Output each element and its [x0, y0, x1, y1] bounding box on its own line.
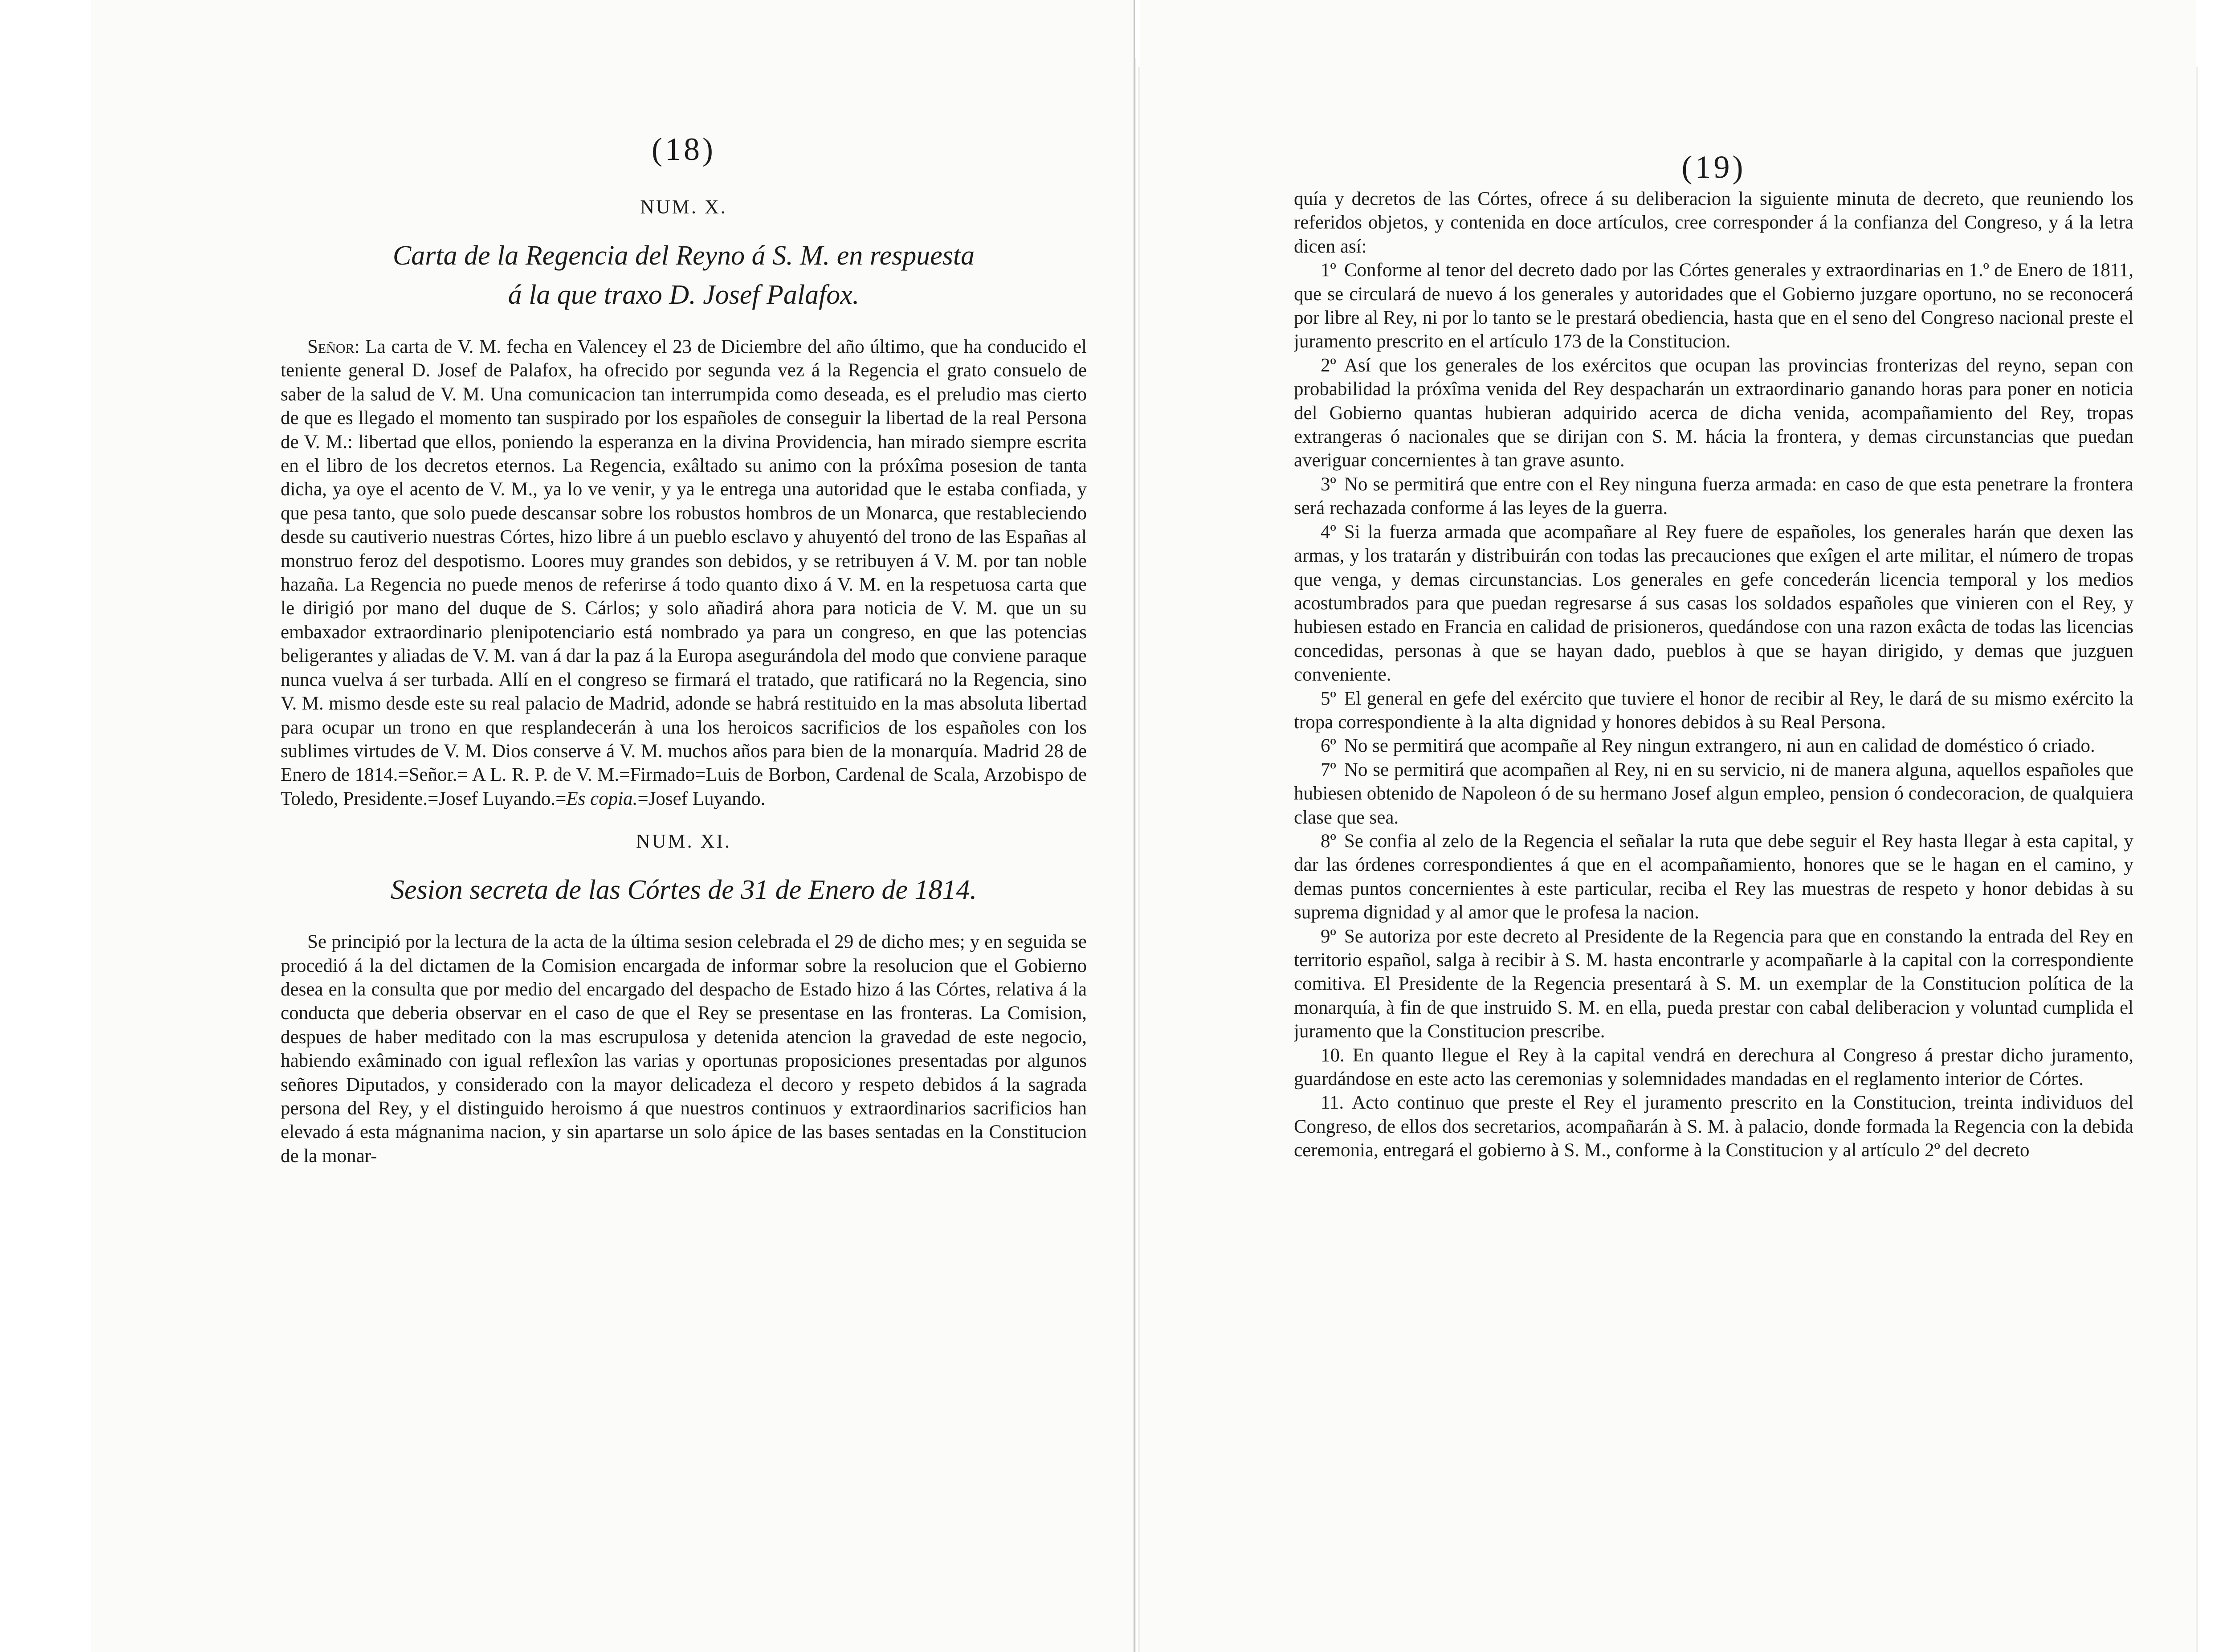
page-number-right: (19): [1681, 149, 1746, 185]
article-number: 11.: [1321, 1092, 1344, 1114]
decree-article: [1294, 354, 2133, 473]
article-text: Se confia al zelo de la Regencia el señalar la ruta que debe seguir el Rey hasta llegar à esta capital, y dar las órdenes correspondientes á que en el acompañamiento, honores que se le hagan en el camino, y demas puntos concernientes à este particular, reciba el Rey las muestras de respeto y honor debidas à su suprema dignidad y al amor que le profesa la nacion.: [1294, 830, 2133, 923]
article-text: No se permitirá que entre con el Rey ninguna fuerza armada: en caso de que esta penetrare la frontera será rechazada conforme á las leyes de la guerra.: [1294, 473, 2133, 519]
section-heading-num-xi: NUM. XI.: [636, 830, 732, 853]
article-number: 9º: [1321, 926, 1336, 947]
article-number: 10.: [1321, 1044, 1345, 1066]
decree-article: [1294, 473, 2133, 520]
article-text: Acto continuo que preste el Rey el juramento prescrito en la Constitucion, treinta individuos del Congreso, de ellos dos secretarios, acompañarán à S. M. à palacio, donde formada la Regencia con la debida ceremonia, entregará el gobierno à S. M., conforme à la Constitucion y al artículo 2º del decreto: [1294, 1092, 2133, 1161]
article-number: 6º: [1321, 735, 1336, 757]
salutation: Señor:: [307, 336, 360, 357]
decree-article: [1294, 1091, 2133, 1162]
decree-article: [1294, 1044, 2133, 1091]
letter-title: [281, 236, 1087, 314]
article-text: No se permitirá que acompañe al Rey ningun extrangero, ni aun en calidad de doméstico ó criado.: [1344, 735, 2095, 757]
decree-article: [1294, 758, 2133, 829]
decree-intro: quía y decretos de las Córtes, ofrece á su deliberacion la siguiente minuta de decreto, que reuniendo los referidos objetos, y contenida en doce artículos, cree corresponder á la confianza del Congreso, y á la letra dicen así:: [1294, 188, 2133, 257]
article-text: No se permitirá que acompañen al Rey, ni en su servicio, ni de manera alguna, aquellos españoles que hubiesen obtenido de Napoleon ó de su hermano Josef algun empleo, pension ó condecoracion, de qualquiera clase que sea.: [1294, 759, 2133, 828]
decree-article: [1294, 925, 2133, 1044]
article-text: Si la fuerza armada que acompañare al Rey fuere de españoles, los generales harán que dexen las armas, y los tratarán y distribuirán con todas las precauciones que exîgen el arte militar, el número de tropas que venga, y demas circunstancias. Los generales en gefe concederán licencia temporal y los medios acostumbrados para que puedan regresarse á sus casas los soldados españoles que vinieren con el Rey, y hubiesen estado en Francia en calidad de prisioneros, quedándose con una razon exâcta de todas las licencias concedidas, personas à que se hayan dado, pueblos à que se hayan dirigido, y demas que juzguen conveniente.: [1294, 521, 2133, 685]
left-page: [91, 0, 1135, 1652]
decree-article: [1294, 829, 2133, 925]
letter-title-line-1: Carta de la Regencia del Reyno á S. M. en respuesta: [392, 241, 975, 271]
article-number: 8º: [1321, 830, 1336, 852]
letter-text: La carta de V. M. fecha en Valencey el 23 de Diciembre del año último, que ha conducido el teniente general D. Josef de Palafox, ha ofrecido por segunda vez á la Regencia el grato consuelo de saber de la salud de V. M. Una comunicacion tan interrumpida como deseada, es el preludio mas cierto de que es llegado el momento tan suspirado por los españoles de conseguir la libertad de la real Persona de V. M.: libertad que ellos, poniendo la esperanza en la divina Providencia, han mirado siempre escrita en el libro de los decretos eternos. La Regencia, exâltado su animo con la próxîma posesion de tanta dicha, ya oye el acento de V. M., ya lo ve venir, y ya le entrega una autoridad que le estaba confiada, y que pesa tanto, que solo puede descansar sobre los robustos hombros de un Monarca, que restableciendo desde su cautiverio nuestras Córtes, hizo libre á un pueblo esclavo y ahuyentó del trono de las Españas al monstruo feroz del despotismo. Loores muy grandes son debidos, y se retribuyen á V. M. por tan noble hazaña. La Regencia no puede menos de referirse á todo quanto dixo á V. M. en la respetuosa carta que le dirigió por mano del duque de S. Cárlos; y solo añadirá ahora para noticia de V. M. que un su embaxador extraordinario plenipotenciario está nombrado ya para un congreso, en que las potencias beligerantes y aliadas de V. M. van á dar la paz á la Europa asegurándola del modo que conviene paraque nunca vuelva á ser turbada. Allí en el congreso se firmará el tratado, que ratificará no la Regencia, sino V. M. mismo desde este su real palacio de Madrid, adonde se habrá restituido en la mas absoluta libertad para ocupar un trono en que resplandecerán à una los heroicos sacrificios de los españoles con los sublimes virtudes de V. M. Dios conserve á V. M. muchos años para bien de la monarquía. Madrid 28 de Enero de 1814.=Señor.= A L. R. P. de V. M.=Firmado=Luis de Borbon, Cardenal de Scala, Arzobispo de Toledo, Presidente.=Josef Luyando.=: [281, 336, 1087, 809]
session-body: Se principió por la lectura de la acta de la última sesion celebrada el 29 de dicho mes; y en seguida se procedió á la del dictamen de la Comision encargada de informar sobre la resolucion que el Gobierno desea en la consulta que por medio del encargado del despacho de Estado hizo á las Córtes, relativa á la conducta que deberia observar en el caso de que el Rey se presentase en las fronteras. La Comision, despues de haber meditado con la mas escrupulosa y detenida atencion la gravedad de este negocio, habiendo exâminado con igual reflexîon las varias y oportunas proposiciones presentadas por algunos señores Diputados, y considerado con la mayor delicadeza el decoro y respeto debidos á la sagrada persona del Rey, y el distinguido heroismo á que nuestros continuos y extraordinarios sacrificios han elevado á esta mágnanima nacion, y sin apartarse un solo ápice de las bases sentadas en la Constitucion de la monar-: [281, 931, 1087, 1167]
article-number: 3º: [1321, 473, 1336, 495]
right-page: [1140, 0, 2196, 1652]
letter-closing: =Josef Luyando.: [637, 788, 766, 809]
article-number: 7º: [1321, 759, 1336, 780]
letter-body: [281, 335, 1087, 811]
page-number-left: (18): [652, 131, 716, 167]
es-copia-note: Es copia.: [566, 788, 638, 809]
session-title: Sesion secreta de las Córtes de 31 de Enero de 1814.: [390, 875, 977, 906]
article-text: El general en gefe del exército que tuviere el honor de recibir al Rey, le dará de su mismo exército la tropa correspondiente à la alta dignidad y honores debidos à su Real Persona.: [1294, 688, 2133, 733]
article-number: 1º: [1321, 260, 1336, 281]
article-number: 2º: [1321, 355, 1336, 376]
article-text: Conforme al tenor del decreto dado por las Córtes generales y extraordinarias en 1.º de Enero de 1811, que se circulará de nuevo á los generales y autoridades que el Gobierno juzgare oportuno, no se reconocerá por libre al Rey, ni por lo tanto se le prestará obediencia, hasta que en el seno del Congreso nacional preste el juramento prescrito en el artículo 173 de la Constitucion.: [1294, 260, 2133, 352]
decree-article: [1294, 687, 2133, 734]
article-text: Se autoriza por este decreto al Presidente de la Regencia para que en constando la entrada del Rey en territorio español, salga à recibir à S. M. hasta encontrarle y acompañarle à la capital con la correspondiente comitiva. El Presidente de la Regencia presentará à S. M. un exemplar de la Constitucion política de la monarquía, à fin de que instruido S. M. en ella, pueda prestar con cabal deliberacion y voluntad cumplida el juramento que la Constitucion prescribe.: [1294, 926, 2133, 1042]
decree-article: [1294, 520, 2133, 687]
article-number: 4º: [1321, 521, 1336, 543]
letter-title-line-2: á la que traxo D. Josef Palafox.: [508, 280, 860, 310]
decree-article: [1294, 258, 2133, 354]
section-heading-num-x: NUM. X.: [640, 196, 727, 218]
decree-articles: [1294, 258, 2133, 1162]
article-text: En quanto llegue el Rey à la capital vendrá en derechura al Congreso á prestar dicho juramento, guardándose en este acto las ceremonias y solemnidades mandadas en el reglamento interior de Córtes.: [1294, 1044, 2133, 1090]
article-text: Así que los generales de los exércitos que ocupan las provincias fronterizas del reyno, sepan con probabilidad la próxîma venida del Rey despacharán un extraordinario ganando horas para poner en noticia del Gobierno quantas hubieran adquirido acerca de dicha venida, acompañamiento del Rey, tropas extrangeras ó nacionales que se dirijan con S. M. hácia la frontera, y demas circunstancias que puedan averiguar concernientes à tan grave asunto.: [1294, 355, 2133, 471]
article-number: 5º: [1321, 688, 1336, 709]
decree-article: [1294, 734, 2133, 758]
